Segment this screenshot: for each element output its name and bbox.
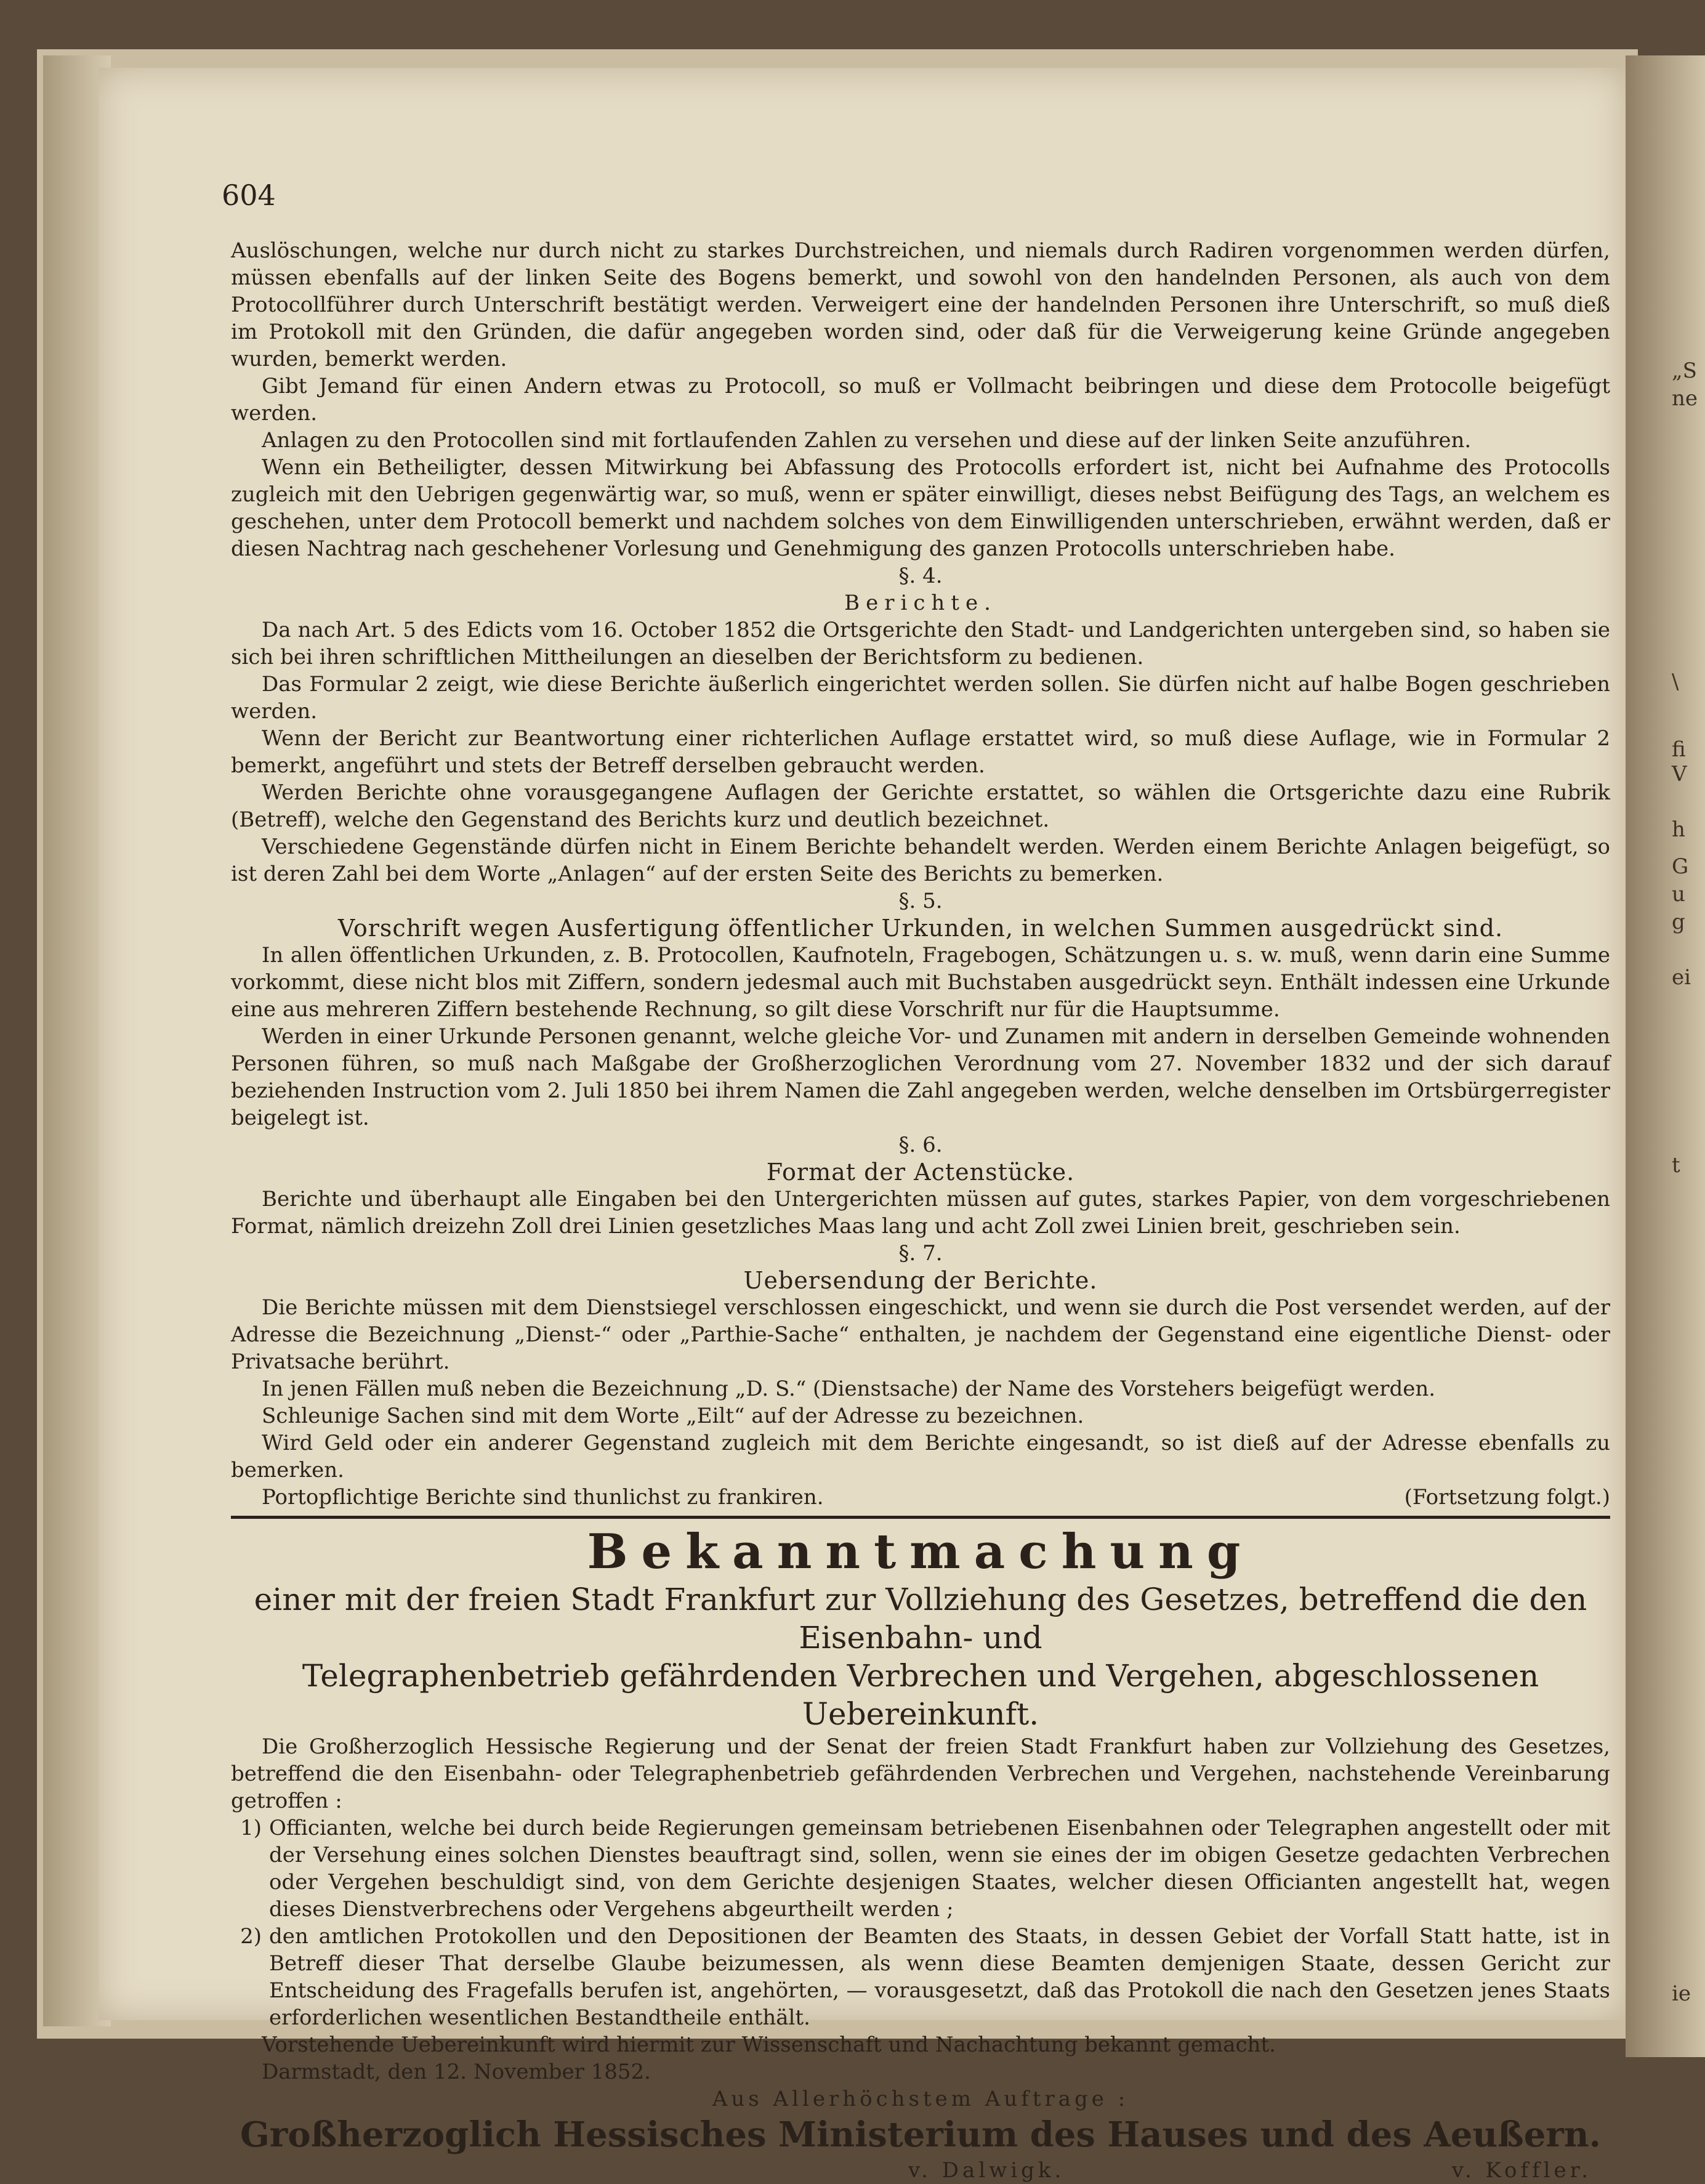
- paragraph: Wird Geld oder ein anderer Gegenstand zugleich mit dem Berichte eingesandt, so ist dieß auf der Adresse ebenfalls zu bemerken.: [231, 1431, 1610, 1482]
- section-number-7: §. 7.: [898, 1241, 943, 1266]
- page-content: [231, 237, 1610, 2184]
- section-divider: [231, 1516, 1610, 1519]
- next-page-fragment: V: [1672, 762, 1687, 787]
- paragraph-last: Portopflichtige Berichte sind thunlichst zu frankiren.: [262, 1485, 824, 1510]
- page-number: 604: [222, 179, 276, 212]
- section-title-7: Uebersendung der Berichte.: [743, 1267, 1098, 1294]
- next-page-fragment: ei: [1672, 965, 1691, 990]
- announcement-subtitle: einer mit der freien Stadt Frankfurt zur Vollziehung des Gesetzes, betreffend die den Eisenbahn- und: [254, 1582, 1587, 1656]
- paragraph: Werden in einer Urkunde Personen genannt, welche gleiche Vor- und Zunamen mit andern in derselben Gemeinde wohnenden Personen führen, so muß nach Maßgabe der Großherzoglichen Verordnung vom 27. November 1832 und der sich darauf beziehenden Instruction vom 2. Juli 1850 bei ihrem Namen die Zahl angegeben werden, welche denselben im Ortsbürgerregister beigelegt ist.: [231, 1024, 1610, 1130]
- announcement-subtitle: Telegraphenbetrieb gefährdenden Verbrechen und Vergehen, abgeschlossenen Uebereinkunft.: [302, 1658, 1539, 1732]
- section-number-4: §. 4.: [898, 564, 943, 588]
- paragraph: Das Formular 2 zeigt, wie diese Berichte äußerlich eingerichtet werden sollen. Sie dürfen nicht auf halbe Bogen geschrieben werden.: [231, 672, 1610, 724]
- ministry-name: Großherzoglich Hessisches Ministerium des Hauses und des Aeußern.: [240, 2114, 1602, 2155]
- next-page-fragment: u: [1672, 882, 1685, 907]
- paragraph: Gibt Jemand für einen Andern etwas zu Protocoll, so muß er Vollmacht beibringen und diese dem Protocolle beigefügt werden.: [231, 374, 1610, 426]
- paragraph: Anlagen zu den Protocollen sind mit fortlaufenden Zahlen zu versehen und diese auf der linken Seite anzuführen.: [262, 428, 1472, 453]
- section-number-5: §. 5.: [898, 889, 943, 913]
- next-page-fragment: fi: [1672, 737, 1686, 762]
- announcement-date: Darmstadt, den 12. November 1852.: [262, 2060, 651, 2084]
- paragraph: Die Berichte müssen mit dem Dienstsiegel verschlossen eingeschickt, und wenn sie durch die Post versendet werden, auf der Adresse die Bezeichnung „Dienst-“ oder „Parthie-Sache“ enthalten, je nachdem der Gegenstand eine eigentliche Dienst- oder Privatsache berührt.: [231, 1295, 1610, 1374]
- next-page-fragment: h: [1672, 817, 1685, 842]
- paragraph: In jenen Fällen muß neben die Bezeichnung „D. S.“ (Dienstsache) der Name des Vorstehers beigefügt werden.: [262, 1377, 1436, 1401]
- paragraph: Werden Berichte ohne vorausgegangene Auflagen der Gerichte erstattet, so wählen die Ortsgerichte dazu eine Rubrik (Betreff), welche den Gegenstand des Berichts kurz und deutlich bezeichnet.: [231, 780, 1610, 832]
- announcement-intro: Die Großherzoglich Hessische Regierung und der Senat der freien Stadt Frankfurt haben zur Vollziehung des Gesetzes, betreffend die den Eisenbahn- oder Telegraphenbetrieb gefährdenden Verbrechen und Vergehen, nachstehende Vereinbarung getroffen :: [231, 1734, 1610, 1813]
- signatures: [231, 2157, 1610, 2184]
- signature-right: v. Koffler.: [1451, 2158, 1592, 2183]
- paragraph: Auslöschungen, welche nur durch nicht zu starkes Durchstreichen, und niemals durch Radiren vorgenommen werden dürfen, müssen ebenfalls auf der linken Seite des Bogens bemerkt, und sowohl von den handelnden Personen, als auch von dem Protocollführer durch Unterschrift bestätigt werden. Verweigert eine der handelnden Personen ihre Unterschrift, so muß dieß im Protokoll mit den Gründen, die dafür angegeben worden sind, oder daß für die Verweigerung keine Gründe angegeben wurden, bemerkt werden.: [231, 238, 1610, 371]
- next-page-fragment: \: [1672, 669, 1679, 694]
- next-page-fragment: ie: [1672, 1981, 1691, 2006]
- section-7-last-line: [231, 1484, 1610, 1511]
- signature-left: v. Dalwigk.: [908, 2158, 1065, 2183]
- continuation-note: (Fortsetzung folgt.): [1404, 1485, 1610, 1510]
- paragraph: Da nach Art. 5 des Edicts vom 16. October 1852 die Ortsgerichte den Stadt- und Landgerichten untergeben sind, so haben sie sich bei ihren schriftlichen Mittheilungen an dieselben der Berichtsform zu bedienen.: [231, 618, 1610, 669]
- paragraph: In allen öffentlichen Urkunden, z. B. Protocollen, Kaufnoteln, Fragebogen, Schätzungen u. s. w. muß, wenn darin eine Summe vorkommt, diese nicht blos mit Ziffern, sondern jedesmal auch mit Buchstaben ausgedrückt seyn. Enthält indessen eine Urkunde eine aus mehreren Ziffern bestehende Rechnung, so gilt diese Vorschrift nur für die Hauptsumme.: [231, 943, 1610, 1022]
- section-title-6: Format der Actenstücke.: [766, 1159, 1075, 1186]
- announcement-title: Bekanntmachung: [587, 1524, 1254, 1580]
- next-page-fragment: „S: [1672, 358, 1697, 383]
- paragraph: Wenn der Bericht zur Beantwortung einer richterlichen Auflage erstattet wird, so muß diese Auflage, wie in Formular 2 bemerkt, angeführt und stets der Betreff derselben gebraucht werden.: [231, 726, 1610, 778]
- list-item-text: Officianten, welche bei durch beide Regierungen gemeinsam betriebenen Eisenbahnen oder Telegraphen angestellt oder mit der Versehung eines solchen Dienstes beauftragt sind, sollen, wenn sie eines der im obigen Gesetze gedachten Verbrechen oder Vergehen beschuldigt sind, von dem Gerichte desjenigen Staates, welcher diesen Officianten angestellt hat, wegen dieses Dienstverbrechens oder Vergehens abgeurtheilt werden ;: [269, 1816, 1610, 1922]
- next-page-fragment: ne: [1672, 386, 1698, 411]
- list-item-number: 1): [240, 1816, 262, 1840]
- section-title-4: Berichte.: [844, 591, 997, 615]
- next-page-fragment: t: [1672, 1153, 1680, 1178]
- next-page-fragment: g: [1672, 910, 1685, 934]
- next-page-edge: [1626, 55, 1705, 2057]
- paragraph: Schleunige Sachen sind mit dem Worte „Eilt“ auf der Adresse zu bezeichnen.: [262, 1404, 1084, 1428]
- list-item: [231, 1814, 1610, 1923]
- list-item-text: den amtlichen Protokollen und den Depositionen der Beamten des Staats, in dessen Gebiet der Vorfall Statt hatte, ist in Betreff dieser That derselbe Glaube beizumessen, als wenn diese Beamten demjenigen Staate, dessen Gericht zur Entscheidung des Fragefalls berufen ist, angehörten, — vorausgesetzt, daß das Protokoll die nach den Gesetzen jenes Staats erforderlichen wesentlichen Bestandtheile enthält.: [269, 1924, 1610, 2030]
- commission-line: Aus Allerhöchstem Auftrage :: [712, 2087, 1129, 2111]
- list-item-number: 2): [240, 1924, 262, 1949]
- paragraph: Berichte und überhaupt alle Eingaben bei den Untergerichten müssen auf gutes, starkes Papier, von dem vorgeschriebenen Format, nämlich dreizehn Zoll drei Linien gesetzliches Maas lang und acht Zoll zwei Linien breit, geschrieben sein.: [231, 1187, 1610, 1239]
- paragraph: Verschiedene Gegenstände dürfen nicht in Einem Berichte behandelt werden. Werden einem Berichte Anlagen beigefügt, so ist deren Zahl bei dem Worte „Anlagen“ auf der ersten Seite des Berichts zu bemerken.: [231, 835, 1610, 886]
- announcement-closing: Vorstehende Uebereinkunft wird hiermit zur Wissenschaft und Nachachtung bekannt gemacht.: [262, 2032, 1276, 2057]
- paragraph: Wenn ein Betheiligter, dessen Mitwirkung bei Abfassung des Protocolls erfordert ist, nicht bei Aufnahme des Protocolls zugleich mit den Uebrigen gegenwärtig war, so muß, wenn er später einwilligt, dieses nebst Beifügung des Tags, an welchem es geschehen, unter dem Protocoll bemerkt und nachdem solches von dem Einwilligenden unterschrieben, erwähnt werden, daß er diesen Nachtrag nach geschehener Vorlesung und Genehmigung des ganzen Protocolls unterschrieben habe.: [231, 455, 1610, 561]
- list-item: [231, 1923, 1610, 2031]
- section-number-6: §. 6.: [898, 1133, 943, 1157]
- section-title-5: Vorschrift wegen Ausfertigung öffentlicher Urkunden, in welchen Summen ausgedrückt sind.: [337, 915, 1504, 942]
- next-page-fragment: G: [1672, 854, 1689, 879]
